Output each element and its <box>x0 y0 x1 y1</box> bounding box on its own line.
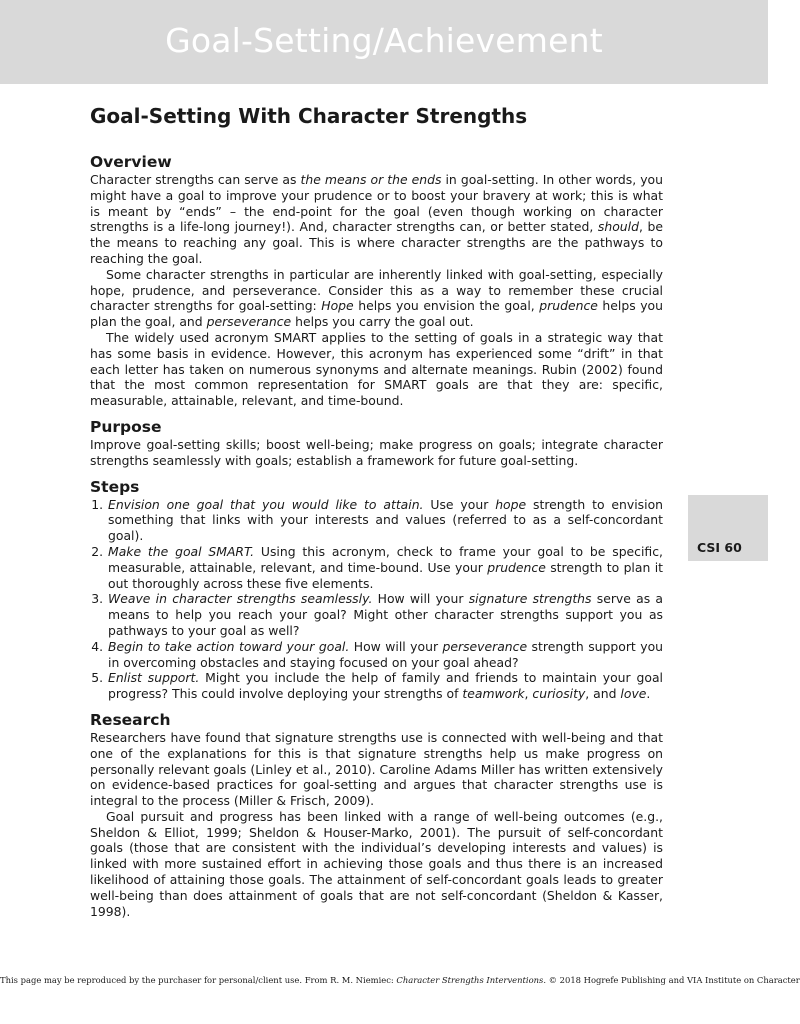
italic-text-run: curiosity <box>532 686 586 702</box>
italic-text-run: Begin to take action toward your goal. <box>108 638 350 654</box>
text-run: How will your <box>349 638 443 654</box>
italic-text-run: perseverance <box>442 638 528 654</box>
italic-text-run: Make the goal SMART. <box>108 543 255 559</box>
italic-text-run: Enlist support. <box>108 670 200 686</box>
steps-heading: Steps <box>90 477 140 496</box>
text-run: Might you include the help of family and friends to maintain your goal progress? This could involve deploying your strengths of <box>108 670 663 702</box>
step-item-1 <box>107 497 663 544</box>
text-run: helps you envision the goal, <box>353 298 540 314</box>
research-section <box>90 710 663 920</box>
header-band <box>0 0 768 84</box>
step-item-4 <box>107 639 663 671</box>
text-run: helps you carry the goal out. <box>291 314 474 330</box>
italic-text-run: Character Strengths Interventions <box>396 975 544 985</box>
overview-paragraph-1 <box>90 172 663 267</box>
text-run: Researchers have found that signature strengths use is connected with well-being and that one of the explanations for this is that signature strengths help us make progress on personally relevant goals (Linley et al., 2010). Caroline Adams Miller has written extensively on evidence-based practices for goal-setting and argues that character strengths use is integral to the process (Miller & Frisch, 2009). <box>90 729 663 809</box>
page-header-title: Goal-Setting/Achievement <box>165 21 603 60</box>
steps-list <box>90 497 663 702</box>
text-run: , be the means to reaching any goal. This is where character strengths are the pathways to reaching the goal. <box>90 219 663 266</box>
italic-text-run: perseverance <box>206 314 292 330</box>
italic-text-run: the means or the ends <box>300 172 442 187</box>
italic-text-run: Weave in character strengths seamlessly. <box>108 591 373 607</box>
text-run: strength to plan it out thoroughly across these five elements. <box>108 559 663 591</box>
text-run: Some character strengths in particular are inherently linked with goal-setting, especially hope, prudence, and perseverance. Consider this as a way to remember these crucial character strengths for goal-setting: <box>90 266 663 314</box>
purpose-section <box>90 417 663 469</box>
text-run: Using this acronym, check to frame your goal to be specific, measurable, attainable, relevant, and time-bound. Use your <box>108 543 663 575</box>
text-run: serve as a means to help you reach your goal? Might other character strengths support you as pathways to your goal as well? <box>108 591 663 638</box>
side-tab-label: CSI 60 <box>697 540 742 555</box>
italic-text-run: love <box>620 686 647 702</box>
research-paragraph-1 <box>90 730 663 809</box>
italic-text-run: Envision one goal that you would like to attain. <box>108 496 424 512</box>
research-paragraph-2 <box>90 809 663 920</box>
text-run: in goal-setting. In other words, you might have a goal to improve your prudence or to boost your bravery at work; this is what is meant by “ends” – the end-point for the goal (even though working on character strengths is a life-long journey!). And, character strengths can, or better stated, <box>90 172 663 235</box>
purpose-paragraph <box>90 437 663 469</box>
text-run: Goal pursuit and progress has been linked with a range of well-being outcomes (e.g., Sheldon & Elliot, 1999; Sheldon & Houser-Marko, 2001). The pursuit of self-concordant goals (those that are consistent with the individual’s developing interests and values) is linked with more sustained effort in achieving those goals and thus there is an increased likelihood of attaining those goals. The attainment of self-concordant goals leads to greater well-being than does attainment of goals that are not self-concordant (Sheldon & Kasser, 1998). <box>90 808 663 919</box>
overview-heading: Overview <box>90 153 172 171</box>
text-run: Use your <box>423 496 496 512</box>
text-run: . © 2018 Hogrefe Publishing and VIA Institute on Character <box>543 975 800 985</box>
text-run: Character strengths can serve as <box>90 172 301 187</box>
italic-text-run: prudence <box>487 559 546 575</box>
italic-text-run: prudence <box>539 298 598 314</box>
page-content <box>90 102 663 927</box>
step-item-3 <box>107 591 663 638</box>
text-run: , <box>524 686 533 702</box>
text-run: strength to envision something that links with your interests and values (referred to as a self-concordant goal). <box>108 496 664 544</box>
text-run: strength support you in overcoming obstacles and staying focused on your goal ahead? <box>108 638 664 670</box>
italic-text-run: teamwork <box>462 686 525 702</box>
side-tab <box>688 495 768 561</box>
text-run: Improve goal-setting skills; boost well-being; make progress on goals; integrate character strengths seamlessly with goals; establish a framework for future goal-setting. <box>90 436 663 468</box>
text-run: helps you plan the goal, and <box>90 298 663 330</box>
text-run: This page may be reproduced by the purchaser for personal/client use. From R. M. Niemiec: <box>0 975 397 985</box>
text-run: . <box>646 686 651 702</box>
italic-text-run: should <box>597 219 639 235</box>
page-title: Goal-Setting With Character Strengths <box>90 104 528 128</box>
italic-text-run: hope <box>495 496 527 512</box>
text-run: The widely used acronym SMART applies to the setting of goals in a strategic way that has some basis in evidence. However, this acronym has experienced some “drift” in that each letter has taken on numerous synonyms and alternate meanings. Rubin (2002) found that the most common representation for SMART goals are that they are: specific, measurable, attainable, relevant, and time-bound. <box>90 329 663 409</box>
footer-copyright-note <box>0 975 800 985</box>
text-run: How will your <box>372 591 469 607</box>
steps-section <box>90 477 663 702</box>
italic-text-run: Hope <box>321 298 354 314</box>
overview-section <box>90 152 663 409</box>
step-item-5 <box>107 670 663 702</box>
purpose-heading: Purpose <box>90 417 162 436</box>
text-run: , and <box>585 686 621 702</box>
italic-text-run: signature strengths <box>468 591 592 607</box>
research-heading: Research <box>90 710 171 729</box>
overview-paragraph-3 <box>90 330 663 409</box>
overview-paragraph-2 <box>90 267 663 330</box>
step-item-2 <box>107 544 663 591</box>
